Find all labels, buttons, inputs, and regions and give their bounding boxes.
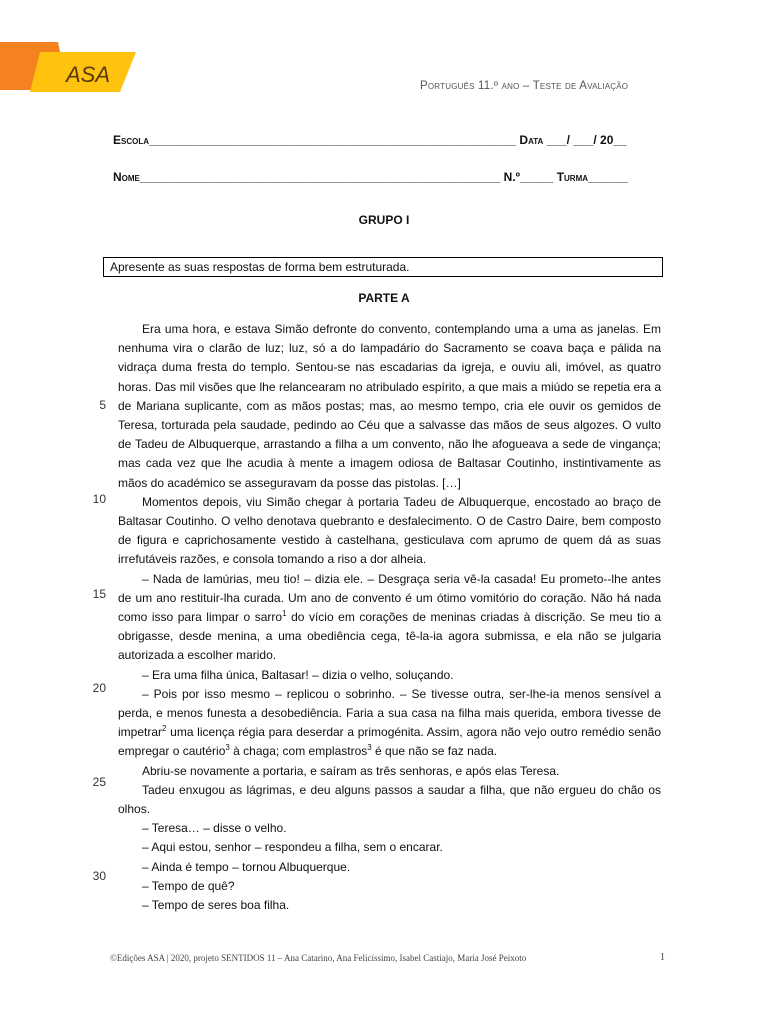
text-paragraph: – Ainda é tempo – tornou Albuquerque. — [142, 859, 351, 874]
text-paragraph: – Era uma filha única, Baltasar! – dizia o velho, soluçando. — [142, 667, 454, 682]
header-title: Português 11.º ano – Teste de Avaliação — [420, 80, 629, 92]
text-paragraph: Tadeu enxugou as lágrimas, e deu alguns passos a saudar a filha, que não ergueu do chão os olhos. — [118, 782, 661, 817]
form-line-name-number-class: Nome______________________________________________________ N.º_____ Turma______ — [113, 170, 629, 184]
text-paragraph: – Aqui estou, senhor – respondeu a filha, sem o encarar. — [142, 840, 443, 855]
copyright-footer: ©Edições ASA | 2020, projeto SENTIDOS 11 – Ana Catarino, Ana Felicíssimo, Isabel Castiajo, Maria José Peixoto — [110, 953, 527, 963]
text-paragraph: – Tempo de quê? — [142, 878, 235, 893]
text-paragraph: Momentos depois, viu Simão chegar à portaria Tadeu de Albuquerque, encostado ao braço de Baltasar Coutinho. O velho denotava quebranto e desfalecimento. O de Castro Daire, bem composto de figura e caprichosamente vestido à castelhana, gesticulava com aprumo de quem dá as suas irrefutáveis razões, e consola tomando a riso a dor alheia. — [118, 494, 661, 567]
text-paragraph: – Nada de lamúrias, meu tio! – dizia ele. – Desgraça seria vê-la casada! Eu prometo--lhe antes de um ano restituir-lha curada. Um ano de convento é um ótimo vomitório do coração. Não há nada como isso para limpar o sarro$^1$ do vício em corações de meninas criadas à discrição. Se meu tio a obrigasse, desde menina, a uma obediência cega, tê-la-ia agora submissa, e ela não se julgaria autorizada a escolher marido. — [118, 571, 662, 663]
text-paragraph: – Teresa… – disse o velho. — [142, 821, 287, 836]
part-title: PARTE A — [358, 291, 410, 305]
line-number: 15 — [92, 587, 106, 601]
line-number: 25 — [92, 775, 106, 789]
page-number: 1 — [660, 952, 665, 963]
group-title: GRUPO I — [358, 213, 410, 227]
text-paragraph: – Tempo de seres boa filha. — [142, 898, 290, 913]
logo-text: ASA — [66, 62, 111, 87]
form-line-school-date: Escola_______________________________________________________ Data ___/ ___/ 20__ — [113, 133, 627, 147]
line-number: 5 — [99, 398, 106, 412]
asa-logo — [0, 40, 140, 95]
instruction-box: Apresente as suas respostas de forma bem estruturada. — [103, 257, 663, 277]
line-number: 30 — [92, 869, 106, 883]
line-number: 20 — [92, 681, 106, 695]
line-number: 10 — [92, 492, 106, 506]
text-paragraph: – Pois por isso mesmo – replicou o sobrinho. – Se tivesse outra, ser-lhe-ia menos sensível a perda, e menos funesta a desobediência. Faria a sua casa na filha mais querida, embora tivesse de impetrar$^2$ uma licença régia para deserdar a primogénita. Assim, agora não vejo outro remédio senão empregar o cautério$^3$ à chaga; com emplastros$^3$ é que não se faz nada. — [118, 686, 661, 759]
literary-excerpt — [118, 320, 661, 915]
text-paragraph: Era uma hora, e estava Simão defronte do convento, contemplando uma a uma as janelas. Em nenhuma vira o clarão de luz; luz, só a do lampadário do Sacramento se coava baça e pálida na vidraça duma fresta do templo. Sentou-se nas escadarias da igreja, e ouviu ali, imóvel, as quatro horas. Das mil visões que lhe relancearam no atribulado espírito, a que mais a miúdo se repetia era a de Mariana suplicante, com as mãos postas; mas, ao mesmo tempo, cria ele ouvir os gemidos de Teresa, torturada pela saudade, pedindo ao Céu que a salvasse das mãos de seus algozes. O vulto de Tadeu de Albuquerque, arrastando a filha a um convento, não lhe afogueava a sede de vingança; mas cada vez que lhe acudia à mente a imagem odiosa de Baltasar Coutinho, instintivamente as mãos do académico se asseguravam da posse das pistolas. […] — [118, 322, 661, 490]
text-paragraph: Abriu-se novamente a portaria, e saíram as três senhoras, e após elas Teresa. — [142, 763, 560, 778]
